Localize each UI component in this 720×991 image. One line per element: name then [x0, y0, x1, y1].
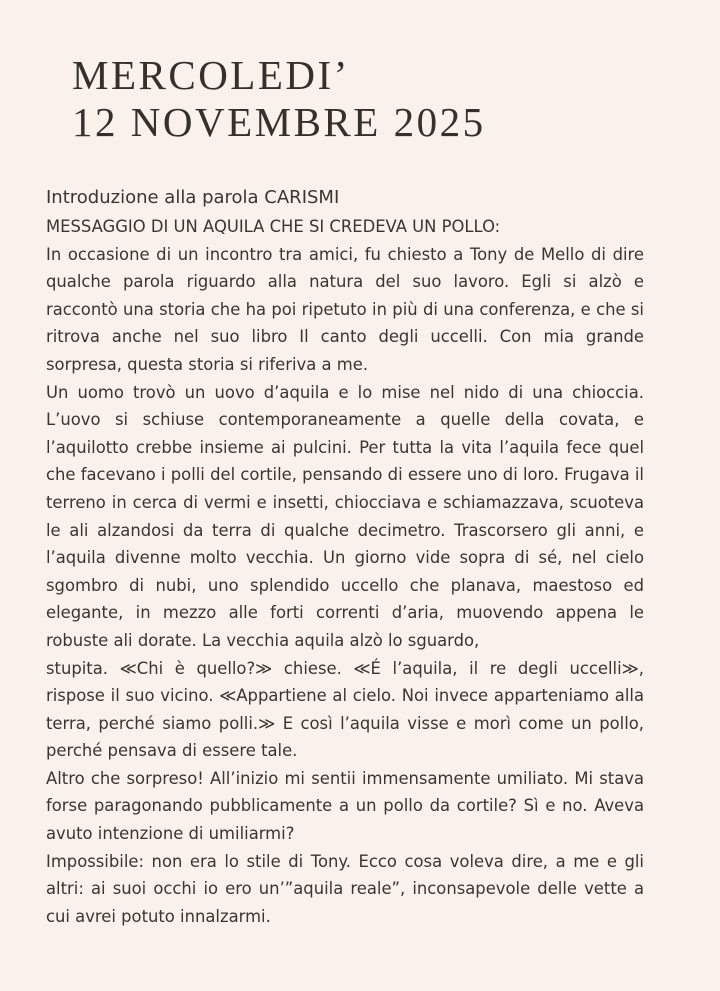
date-heading	[72, 52, 672, 146]
paragraph: Un uomo trovò un uovo d’aquila e lo mise nel nido di una chioccia. L’uovo si schiuse contemporaneamente a quelle della covata, e l’aquilotto crebbe insieme ai pulcini. Per tutta la vita l’aquila fece quel che facevano i polli del cortile, pensando di essere uno di loro. Frugava il terreno in cerca di vermi e insetti, chiocciava e schiamazzava, scuoteva le ali alzandosi da terra di qualche decimetro. Trascorsero gli anni, e l’aquila divenne molto vecchia. Un giorno vide sopra di sé, nel cielo sgombro di nubi, uno splendido uccello che planava, maestoso ed elegante, in mezzo alle forti correnti d’aria, muovendo appena le robuste ali dorate. La vecchia aquila alzò lo sguardo,	[46, 382, 644, 650]
weekday: MERCOLEDI’	[72, 52, 350, 98]
paragraph: Impossibile: non era lo stile di Tony. Ecco cosa voleva dire, a me e gli altri: ai suoi occhi io ero un’”aquila reale”, inconsapevole delle vette a cui avrei potuto innalzarmi.	[46, 851, 644, 926]
date: 12 NOVEMBRE 2025	[72, 99, 486, 145]
paragraph: Altro che sorpreso! All’inizio mi sentii immensamente umiliato. Mi stava forse paragonando pubblicamente a un pollo da cortile? Sì e no. Aveva avuto intenzione di umiliarmi?	[46, 768, 644, 844]
article-body	[46, 183, 644, 930]
story-title: MESSAGGIO DI UN AQUILA CHE SI CREDEVA UN POLLO:	[46, 217, 501, 236]
intro-line: Introduzione alla parola CARISMI	[46, 187, 340, 208]
paragraph: In occasione di un incontro tra amici, fu chiesto a Tony de Mello di dire qualche parola riguardo alla natura del suo lavoro. Egli si alzò e raccontò una storia che ha poi ripetuto in più di una conferenza, e che si ritrova anche nel suo libro Il canto degli uccelli. Con mia grande sorpresa, questa storia si riferiva a me.	[46, 244, 644, 374]
paragraph: stupita. ≪Chi è quello?≫ chiese. ≪É l’aquila, il re degli uccelli≫, rispose il suo vicino. ≪Appartiene al cielo. Noi invece apparteniamo alla terra, perché siamo polli.≫ E così l’aquila visse e morì come un pollo, perché pensava di essere tale.	[46, 658, 644, 761]
